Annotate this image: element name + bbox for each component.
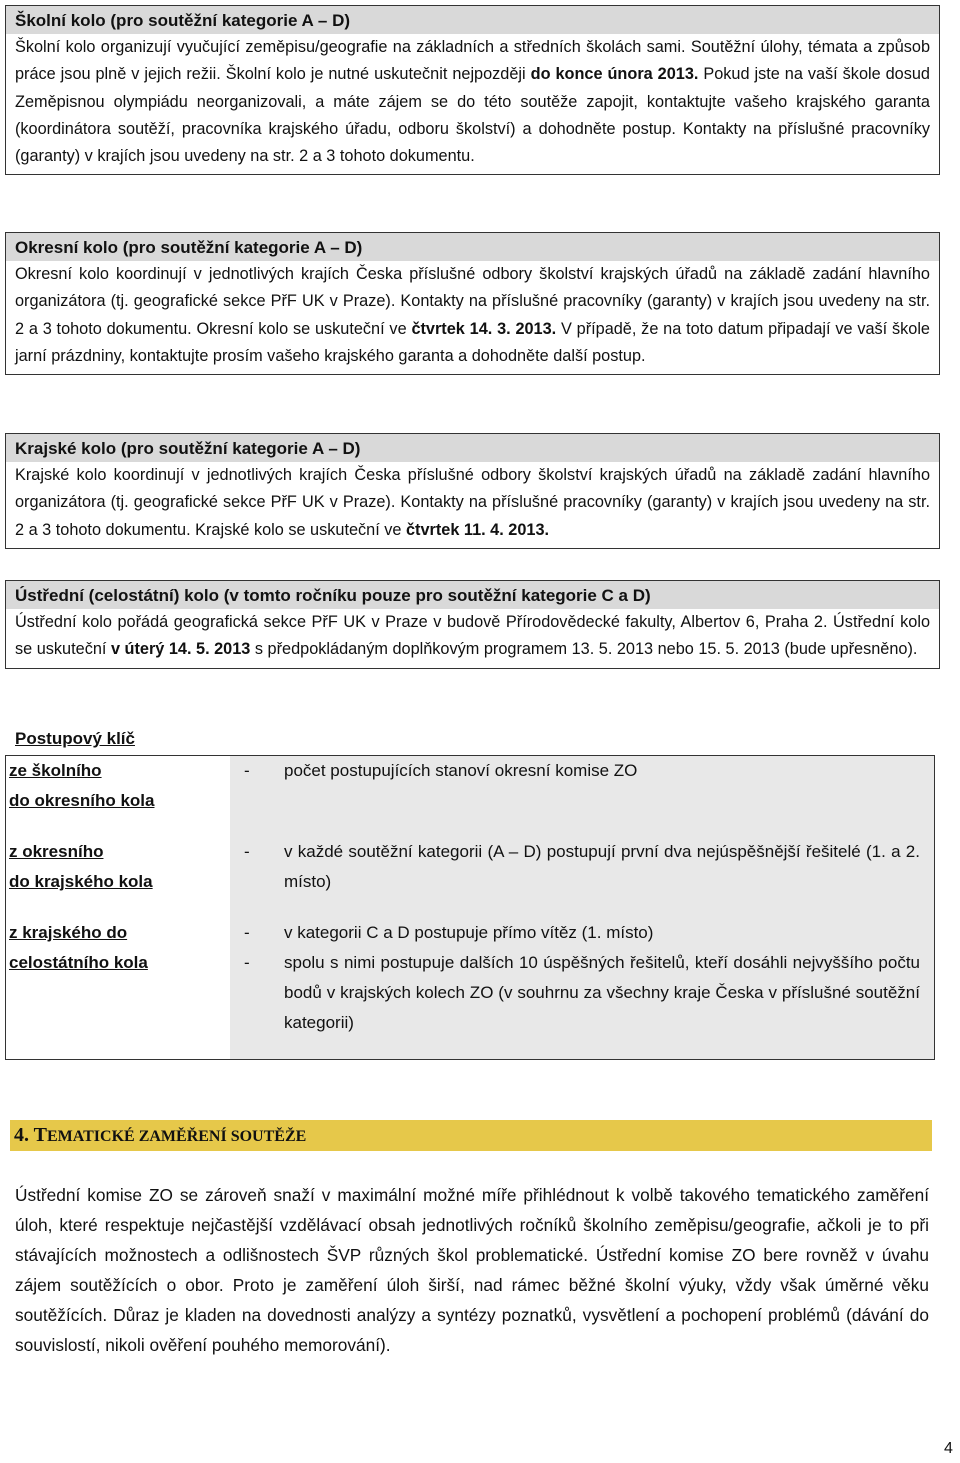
key-row-label (9, 837, 219, 897)
key-row-rule (244, 918, 920, 1038)
key-row-label (9, 756, 219, 816)
regional-round-date: čtvrtek 11. 4. 2013. (406, 520, 550, 539)
regional-round-text (6, 462, 939, 548)
national-round-text (6, 609, 939, 668)
key-rule-text: spolu s nimi postupuje dalších 10 úspěšných řešitelů, kteří dosáhli nejvyššího počtu bodů v krajských kolech ZO (v souhrnu za všechny kraje Česka v příslušné soutěžní kategorii) (284, 953, 920, 1032)
key-rule-item (244, 948, 920, 1038)
regional-round-box (5, 433, 940, 549)
key-rule-item (244, 918, 920, 948)
district-round-date: čtvrtek 14. 3. 2013. (411, 319, 557, 338)
key-rule-text: v každé soutěžní kategorii (A – D) postupují první dva nejúspěšnější řešitelé (1. a 2. místo) (284, 842, 920, 891)
national-round-text2: s předpokládaným doplňkovým programem 13. 5. 2013 nebo 15. 5. 2013 (bude upřesněno). (254, 640, 918, 659)
school-round-text1: Školní kolo organizují vyučující zeměpisu/geografie na základních a středních školách sami. Soutěžní úlohy, témata a způsob práce jsou plně v jejich režii. Školní kolo je nutné uskutečnit nejpozději (15, 38, 930, 84)
school-round-text (6, 34, 939, 174)
key-row-rule (244, 837, 920, 897)
school-round-title: Školní kolo (pro soutěžní kategorie A – D) (6, 6, 939, 34)
school-round-deadline: do konce února 2013. (530, 65, 699, 84)
dash: - (244, 923, 250, 942)
district-round-box (5, 232, 940, 375)
key-row-label-line2: do okresního kola (9, 791, 155, 810)
key-row-label-line1: z okresního (9, 842, 104, 861)
regional-round-title: Krajské kolo (pro soutěžní kategorie A – D) (6, 434, 939, 462)
dash: - (244, 761, 250, 780)
national-round-date: v úterý 14. 5. 2013 (110, 640, 251, 659)
section-number: 4. (14, 1124, 29, 1146)
progression-key-title: Postupový klíč (15, 729, 135, 748)
page-number: 4 (944, 1440, 953, 1457)
section-4-heading (10, 1120, 932, 1151)
regional-round-text1: Krajské kolo koordinují v jednotlivých krajích Česka příslušné odbory školství krajských úřadů na základě zadání hlavního organizátora (tj. geografické sekce PřF UK v Praze). Kontakty na příslušné pracovníky (garanty) v krajích jsou uvedeny na str. 2 a 3 tohoto dokumentu. Krajské kolo se uskuteční ve (15, 466, 930, 539)
key-row-label-line1: z krajského do (9, 923, 128, 942)
district-round-text2: V případě, že na toto datum připadají ve vaší škole jarní prázdniny, kontaktujte prosím vašeho krajského garanta a dohodněte další postup. (15, 319, 930, 365)
school-round-box (5, 5, 940, 175)
key-row-label-line1: ze školního (9, 761, 102, 780)
key-row-label (9, 918, 219, 978)
district-round-title: Okresní kolo (pro soutěžní kategorie A – D) (6, 233, 939, 261)
national-round-text1: Ústřední kolo pořádá geografická sekce PřF UK v Praze v budově Přírodovědecké fakulty, Albertov 6, Praha 2. Ústřední kolo se uskuteční (15, 613, 930, 659)
district-round-text1: Okresní kolo koordinují v jednotlivých krajích Česka příslušné odbory školství krajských úřadů na základě zadání hlavního organizátora (tj. geografické sekce PřF UK v Praze). Kontakty na příslušné pracovníky (garanty) v krajích jsou uvedeny na str. 2 a 3 tohoto dokumentu. Okresní kolo se uskuteční ve (15, 265, 930, 338)
section-title-initial: T (33, 1124, 47, 1146)
key-row-label-line2: do krajského kola (9, 872, 153, 891)
dash: - (244, 842, 250, 861)
key-row-rule (244, 756, 920, 786)
key-rule-text: počet postupujících stanoví okresní komise ZO (284, 761, 638, 780)
district-round-text (6, 261, 939, 374)
dash: - (244, 953, 250, 972)
key-row-label-line2: celostátního kola (9, 953, 148, 972)
section-4-paragraph: Ústřední komise ZO se zároveň snaží v maximální možné míře přihlédnout k volbě takového tematického zaměření úloh, které respektuje nejčastější vzdělávací obsah jednotlivých ročníků školního zeměpisu/geografie, ačkoli je to při stávajících možnostech a odlišnostech ŠVP různých škol problematické. Ústřední komise ZO bere rovněž v úvahu zájem soutěžících o obor. Proto je zaměření úloh širší, nad rámec běžné školní výuky, vždy však úměrné věku soutěžících. Důraz je kladen na dovednosti analýzy a syntézy poznatků, vysvětlení a pochopení problémů (dávání do souvislostí, nikoli ověření pouhého memorování). (15, 1185, 929, 1355)
key-rule-text: v kategorii C a D postupuje přímo vítěz (1. místo) (284, 923, 654, 942)
key-rule-item (244, 756, 920, 786)
national-round-box (5, 580, 940, 669)
national-round-title: Ústřední (celostátní) kolo (v tomto ročníku pouze pro soutěžní kategorie C a D) (6, 581, 939, 609)
key-rule-item (244, 837, 920, 897)
school-round-text2: Pokud jste na vaší škole dosud Zeměpisnou olympiádu neorganizovali, a máte zájem se do této soutěže zapojit, kontaktujte vašeho krajského garanta (koordinátora soutěží, pracovníka krajského úřadu, odboru školství) a dohodněte postup. Kontakty na příslušné pracovníky (garanty) v krajích jsou uvedeny na str. 2 a 3 tohoto dokumentu. (15, 65, 930, 166)
section-title-rest: EMATICKÉ ZAMĚŘENÍ SOUTĚŽE (46, 1128, 307, 1145)
